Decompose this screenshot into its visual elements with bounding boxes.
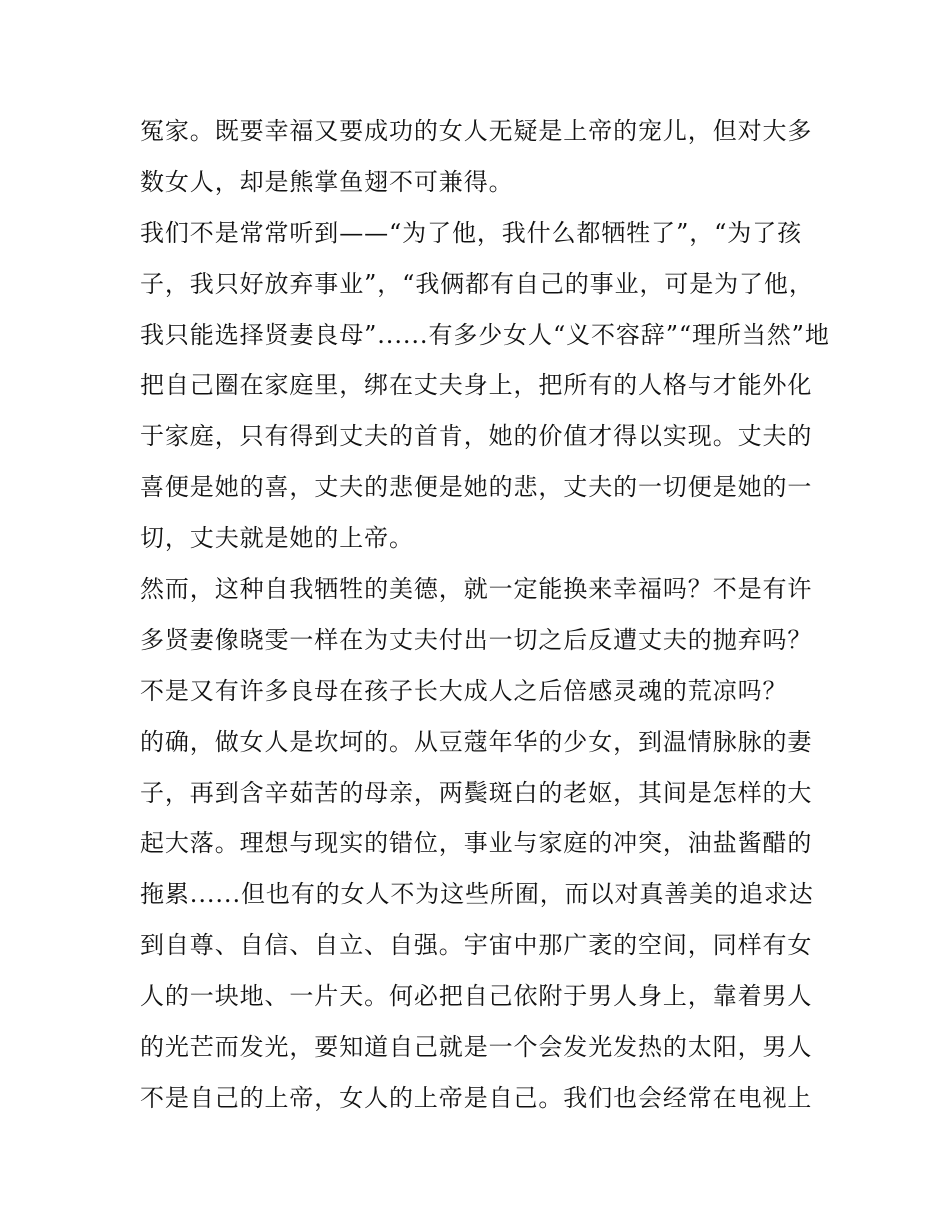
text-line: 数女人，却是熊掌鱼翅不可兼得。 [140, 167, 514, 196]
text-line: 然而，这种自我牺牲的美德，就一定能换来幸福吗？不是有许 [140, 575, 813, 604]
text-line: 不是又有许多良母在孩子长大成人之后倍感灵魂的荒凉吗？ [140, 676, 788, 705]
text-line: 喜便是她的喜，丈夫的悲便是她的悲，丈夫的一切便是她的一 [140, 473, 813, 502]
text-line: 冤家。既要幸福又要成功的女人无疑是上帝的宠儿，但对大多 [140, 117, 813, 145]
text-line: 我们不是常常听到——“为了他，我什么都牺牲了”，“为了孩 [140, 218, 803, 247]
text-line: 到自尊、自信、自立、自强。宇宙中那广袤的空间，同样有女 [140, 931, 813, 960]
body-text [140, 106, 830, 1124]
text-line: 于家庭，只有得到丈夫的首肯，她的价值才得以实现。丈夫的 [140, 422, 813, 451]
text-line: 多贤妻像晓雯一样在为丈夫付出一切之后反遭丈夫的抛弃吗？ [140, 625, 813, 654]
text-line: 起大落。理想与现实的错位，事业与家庭的冲突，油盐酱醋的 [140, 829, 813, 858]
text-line: 把自己圈在家庭里，绑在丈夫身上，把所有的人格与才能外化 [140, 371, 813, 400]
text-line: 切，丈夫就是她的上帝。 [140, 524, 414, 553]
text-line: 我只能选择贤妻良母”......有多少女人“义不容辞”“理所当然”地 [140, 320, 830, 349]
text-line: 拖累......但也有的女人不为这些所囿，而以对真善美的追求达 [140, 880, 814, 909]
text-line: 人的一块地、一片天。何必把自己依附于男人身上，靠着男人 [140, 982, 813, 1011]
text-line: 的光芒而发光，要知道自己就是一个会发光发热的太阳，男人 [140, 1033, 813, 1062]
text-line: 的确，做女人是坎坷的。从豆蔻年华的少女，到温情脉脉的妻 [140, 727, 813, 756]
text-line: 子，我只好放弃事业”，“我俩都有自己的事业，可是为了他， [140, 269, 814, 298]
text-line: 不是自己的上帝，女人的上帝是自己。我们也会经常在电视上 [140, 1083, 813, 1112]
text-line: 子，再到含辛茹苦的母亲，两鬓斑白的老妪，其间是怎样的大 [140, 778, 813, 807]
